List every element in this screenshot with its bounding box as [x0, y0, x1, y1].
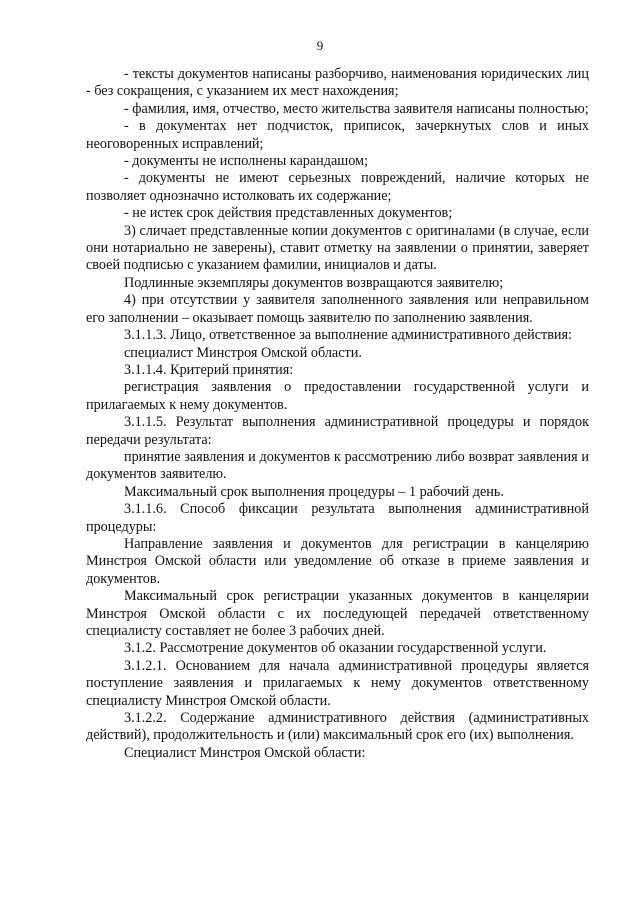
paragraph-full-name: - фамилия, имя, отчество, место жительства заявителя написаны полностью;: [124, 100, 589, 117]
paragraph-direction: Направление заявления и документов для регистрации в канцелярию Минстроя Омской области или уведомление об отказе в приеме заявления и документов.: [86, 535, 589, 587]
paragraph-specialist: специалист Минстроя Омской области.: [124, 344, 362, 361]
paragraph-item-3: 3) сличает представленные копии документов с оригиналами (в случае, если они нотариально не заверены), ставит отметку на заявлении о принятии, заверяет своей подписью с указанием фамилии, инициалов и даты.: [86, 222, 589, 274]
paragraph-3-1-2-1: 3.1.2.1. Основанием для начала административной процедуры является поступление заявления и прилагаемых к нему документов ответственному специалисту Минстроя Омской области.: [86, 657, 589, 709]
paragraph-3-1-1-4: 3.1.1.4. Критерий принятия:: [124, 361, 294, 378]
paragraph-max-term-1-day: Максимальный срок выполнения процедуры – 1 рабочий день.: [124, 483, 504, 500]
paragraph-registration: регистрация заявления о предоставлении государственной услуги и прилагаемых к нему документов.: [86, 379, 589, 413]
paragraph-item-4: 4) при отсутствии у заявителя заполненного заявления или неправильном его заполнении – оказывает помощь заявителю по заполнению заявления.: [86, 292, 589, 326]
paragraph-no-pencil: - документы не исполнены карандашом;: [124, 153, 368, 170]
paragraph-originals-returned: Подлинные экземпляры документов возвращаются заявителю;: [124, 274, 504, 291]
paragraph-3-1-1-5: 3.1.1.5. Результат выполнения административной процедуры и порядок передачи результата:: [86, 414, 589, 448]
paragraph-3-1-1-6: 3.1.1.6. Способ фиксации результата выполнения административной процедуры:: [86, 501, 589, 535]
paragraph-acceptance: принятие заявления и документов к рассмотрению либо возврат заявления и документов заявителю.: [86, 448, 589, 483]
page-number: 9: [316, 38, 324, 53]
paragraph-no-damage: - документы не имеют серьезных повреждений, наличие которых не позволяет однозначно истолковать их содержание;: [86, 170, 589, 204]
paragraph-3-1-1-3: 3.1.1.3. Лицо, ответственное за выполнение административного действия:: [124, 327, 572, 344]
paragraph-no-erasures: - в документах нет подчисток, приписок, зачеркнутых слов и иных неоговоренных исправлений;: [86, 118, 589, 152]
paragraph-max-term-registration: Максимальный срок регистрации указанных документов в канцелярии Минстроя Омской области с их последующей передачей ответственному специалисту составляет не более 3 рабочих дней.: [86, 588, 589, 639]
paragraph-specialist-final: Специалист Минстроя Омской области:: [124, 744, 366, 761]
paragraph-valid-term: - не истек срок действия представленных документов;: [124, 205, 453, 222]
paragraph-legible-text: - тексты документов написаны разборчиво, наименования юридических лиц - без сокращения, с указанием их мест нахождения;: [86, 66, 589, 100]
paragraph-3-1-2: 3.1.2. Рассмотрение документов об оказании государственной услуги.: [124, 640, 547, 657]
paragraph-3-1-2-2: 3.1.2.2. Содержание административного действия (административных действий), продолжительность и (или) максимальный срок его (их) выполнения.: [86, 710, 589, 744]
document-body: [86, 66, 589, 762]
